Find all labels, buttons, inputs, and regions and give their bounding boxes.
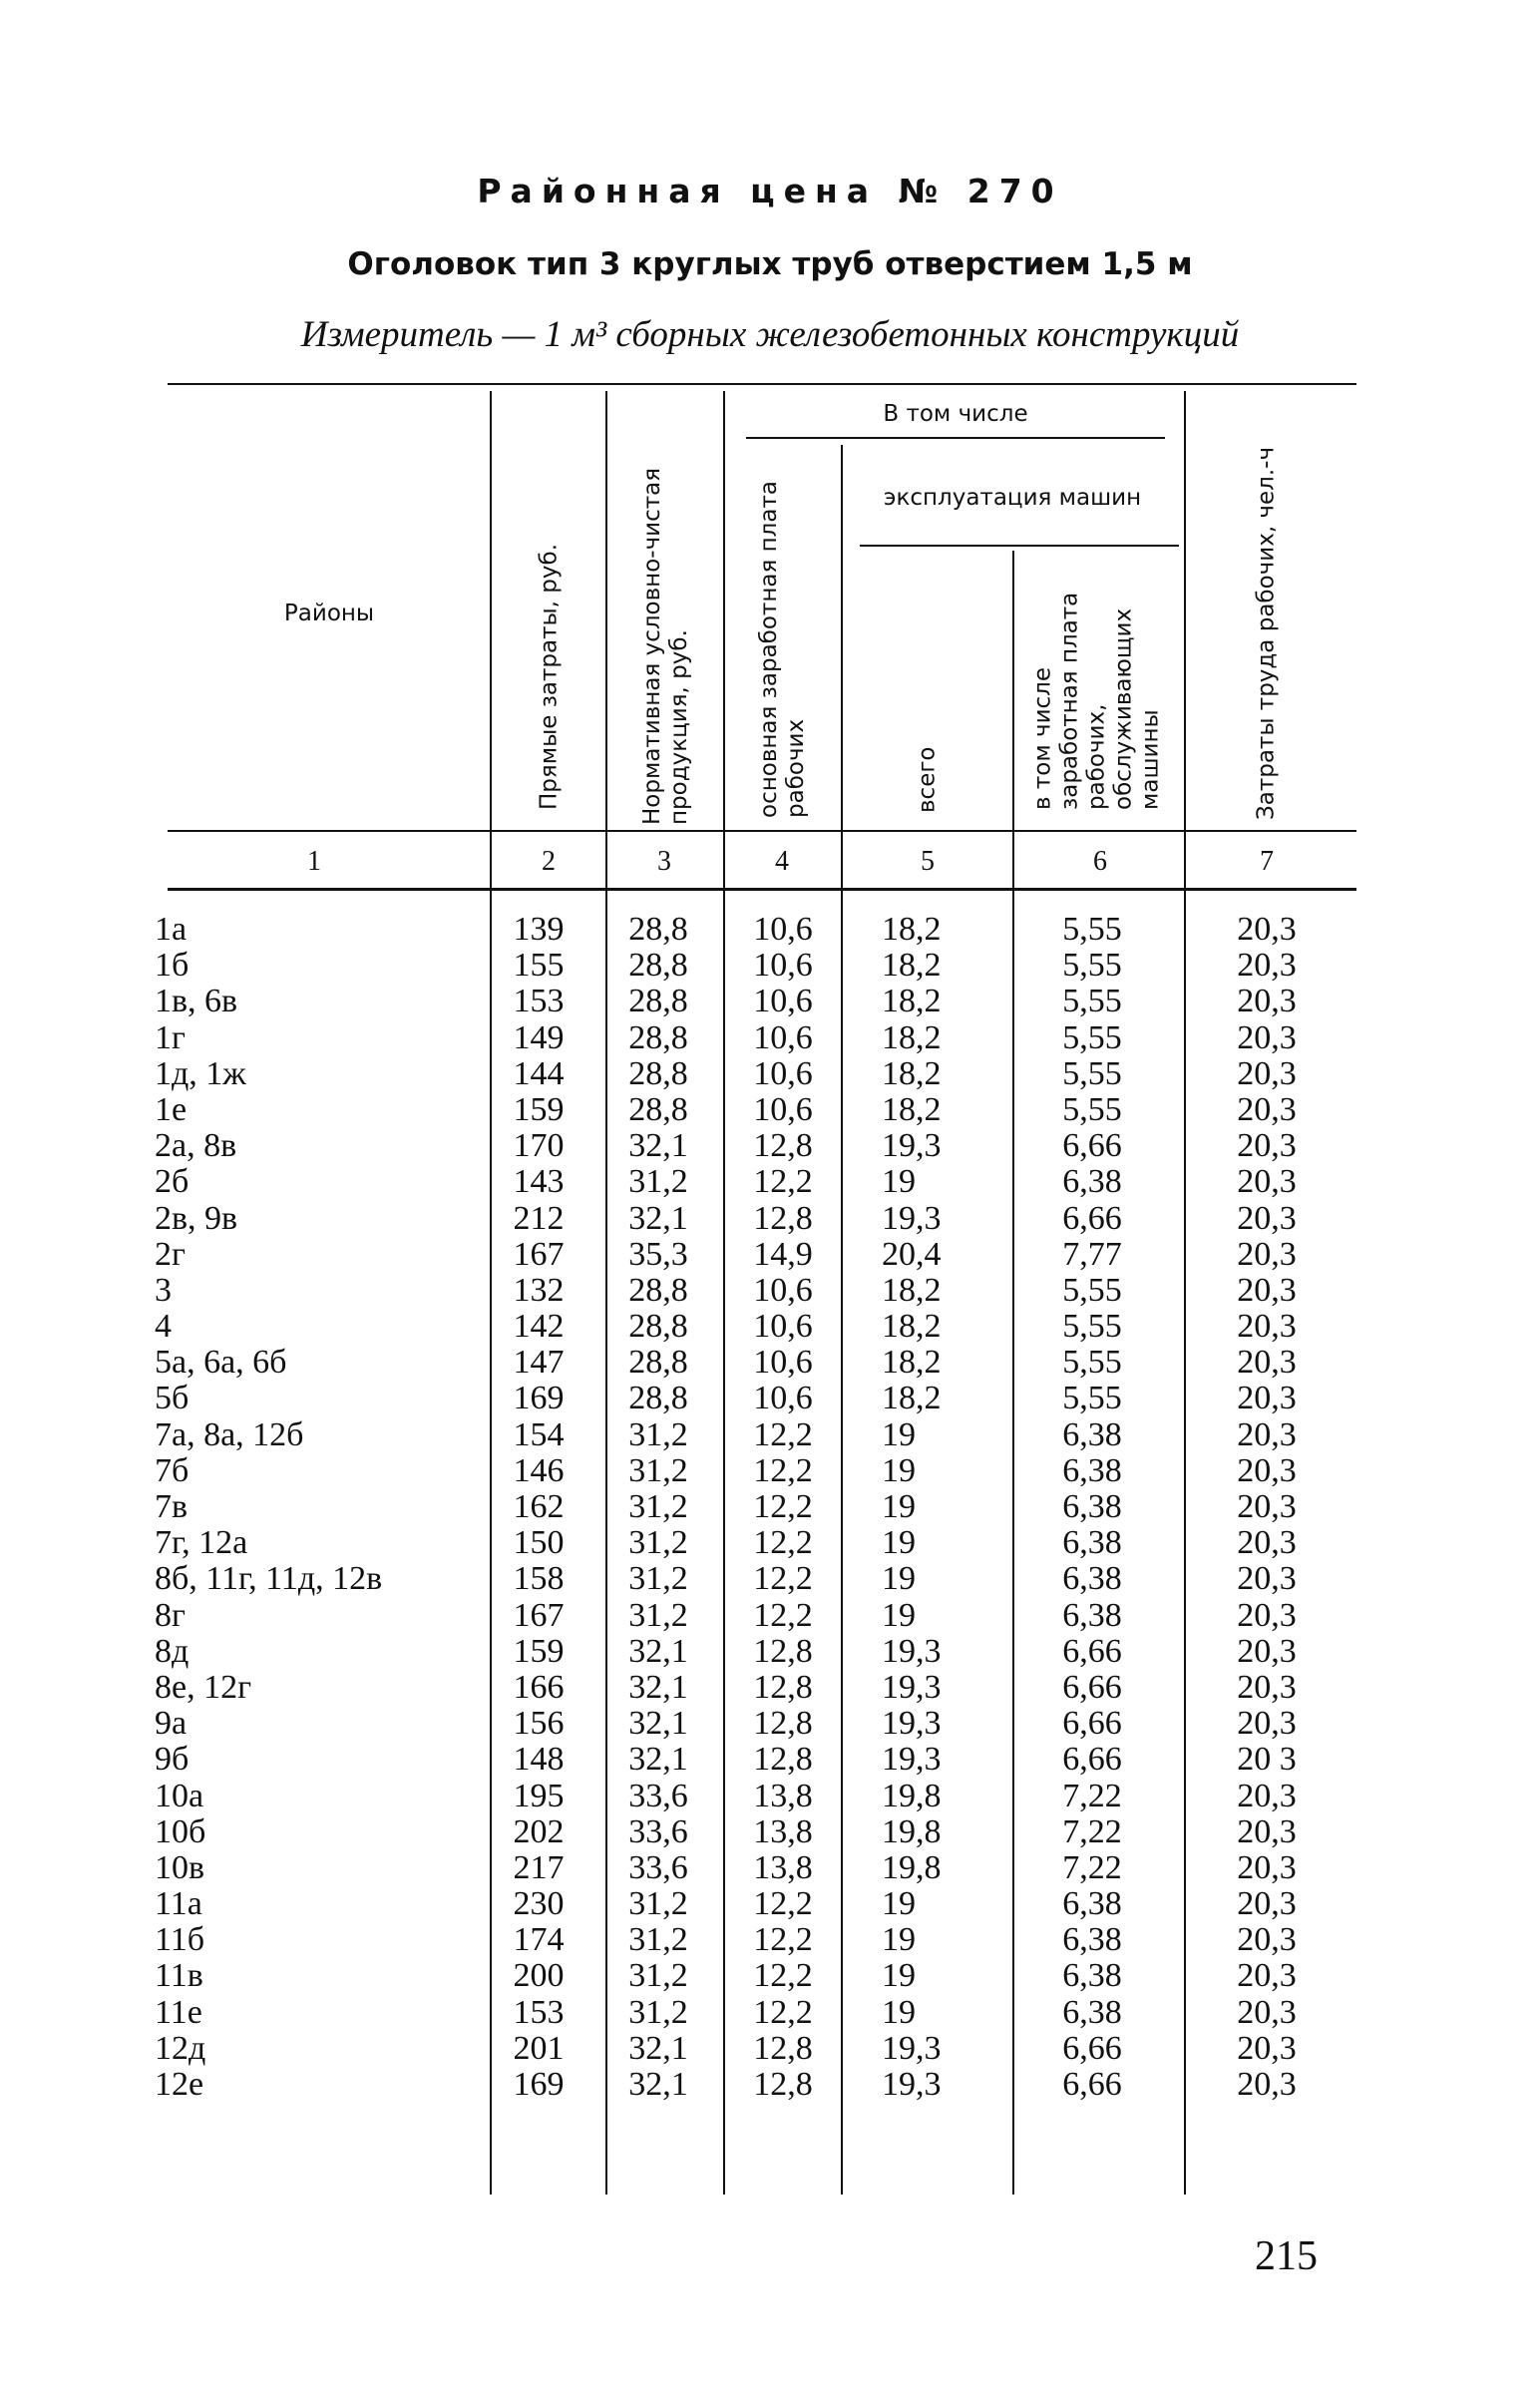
table-row bbox=[0, 2031, 1540, 2067]
cell-zatraty-truda: 20,3 bbox=[1237, 1308, 1297, 1346]
cell-rayon: 11е bbox=[155, 1993, 202, 2031]
cell-pryamye: 148 bbox=[513, 1741, 565, 1779]
cell-zarplata-mashin: 6,38 bbox=[1062, 1415, 1122, 1453]
cell-rayon: 1в, 6в bbox=[155, 983, 238, 1020]
cell-osnovnaya: 10,6 bbox=[753, 947, 813, 985]
cell-rayon: 12е bbox=[155, 2066, 204, 2103]
cell-zatraty-truda: 20,3 bbox=[1237, 1632, 1297, 1670]
col-number-2: 2 bbox=[542, 846, 556, 877]
cell-pryamye: 146 bbox=[513, 1451, 565, 1489]
cell-rayon: 10в bbox=[155, 1848, 205, 1886]
cell-pryamye: 156 bbox=[513, 1705, 565, 1743]
table-row bbox=[0, 1237, 1540, 1273]
cell-vsego: 20,4 bbox=[882, 1235, 942, 1273]
cell-zatraty-truda: 20,3 bbox=[1237, 1957, 1297, 1995]
ekspl-underline bbox=[860, 545, 1179, 547]
cell-vsego: 18,2 bbox=[882, 1380, 942, 1417]
header-normativnaya: Нормативная условно-чистая продукция, руб. bbox=[639, 467, 692, 825]
cell-normativnaya: 32,1 bbox=[628, 1668, 688, 1706]
cell-zatraty-truda: 20,3 bbox=[1237, 1848, 1297, 1886]
cell-pryamye: 167 bbox=[513, 1235, 565, 1273]
cell-normativnaya: 35,3 bbox=[628, 1235, 688, 1273]
cell-normativnaya: 31,2 bbox=[628, 1451, 688, 1489]
cell-osnovnaya: 12,8 bbox=[753, 1705, 813, 1743]
cell-vsego: 19,3 bbox=[882, 1705, 942, 1743]
cell-normativnaya: 32,1 bbox=[628, 2066, 688, 2103]
col-number-6: 6 bbox=[1093, 846, 1107, 877]
cell-osnovnaya: 12,2 bbox=[753, 1163, 813, 1201]
cell-rayon: 8д bbox=[155, 1632, 190, 1670]
cell-rayon: 8г bbox=[155, 1596, 186, 1634]
cell-zatraty-truda: 20,3 bbox=[1237, 1885, 1297, 1923]
cell-normativnaya: 31,2 bbox=[628, 1524, 688, 1562]
cell-zatraty-truda: 20,3 bbox=[1237, 1451, 1297, 1489]
table-row bbox=[0, 1345, 1540, 1381]
cell-rayon: 11в bbox=[155, 1957, 203, 1995]
cell-rayon: 12д bbox=[155, 2029, 206, 2067]
cell-osnovnaya: 12,8 bbox=[753, 1199, 813, 1237]
header-vsego: всего bbox=[914, 746, 941, 813]
table-top-rule bbox=[168, 383, 1356, 385]
cell-zatraty-truda: 20,3 bbox=[1237, 2029, 1297, 2067]
cell-zarplata-mashin: 6,66 bbox=[1062, 1705, 1122, 1743]
cell-zatraty-truda: 20,3 bbox=[1237, 1777, 1297, 1814]
cell-normativnaya: 32,1 bbox=[628, 1632, 688, 1670]
cell-rayon: 8б, 11г, 11д, 12в bbox=[155, 1560, 383, 1598]
cell-zarplata-mashin: 6,38 bbox=[1062, 1993, 1122, 2031]
cell-normativnaya: 32,1 bbox=[628, 1199, 688, 1237]
cell-zarplata-mashin: 6,66 bbox=[1062, 1741, 1122, 1779]
cell-pryamye: 162 bbox=[513, 1488, 565, 1525]
cell-pryamye: 167 bbox=[513, 1596, 565, 1634]
table-row bbox=[0, 1381, 1540, 1416]
cell-zatraty-truda: 20,3 bbox=[1237, 1560, 1297, 1598]
cell-rayon: 5а, 6а, 6б bbox=[155, 1344, 287, 1382]
cell-normativnaya: 31,2 bbox=[628, 1885, 688, 1923]
col-number-3: 3 bbox=[657, 846, 671, 877]
colnum-bottom-rule bbox=[168, 888, 1356, 891]
cell-zatraty-truda: 20,3 bbox=[1237, 1524, 1297, 1562]
table-row bbox=[0, 1417, 1540, 1453]
table-row bbox=[0, 1092, 1540, 1128]
cell-osnovnaya: 12,2 bbox=[753, 1921, 813, 1959]
cell-pryamye: 150 bbox=[513, 1524, 565, 1562]
cell-pryamye: 217 bbox=[513, 1848, 565, 1886]
table-row bbox=[0, 1453, 1540, 1489]
table-row bbox=[0, 984, 1540, 1019]
measurement-unit: Измеритель — 1 м³ сборных железобетонных конструкций bbox=[300, 314, 1240, 355]
cell-pryamye: 144 bbox=[513, 1054, 565, 1092]
table-row bbox=[0, 912, 1540, 948]
cell-rayon: 1е bbox=[155, 1090, 188, 1128]
cell-zatraty-truda: 20,3 bbox=[1237, 1668, 1297, 1706]
cell-zatraty-truda: 20,3 bbox=[1237, 1199, 1297, 1237]
table-row bbox=[0, 1814, 1540, 1850]
cell-vsego: 18,2 bbox=[882, 1090, 942, 1128]
cell-zatraty-truda: 20,3 bbox=[1237, 1018, 1297, 1056]
cell-normativnaya: 28,8 bbox=[628, 1271, 688, 1309]
table-row bbox=[0, 1561, 1540, 1597]
cell-pryamye: 153 bbox=[513, 1993, 565, 2031]
cell-osnovnaya: 12,2 bbox=[753, 1993, 813, 2031]
cell-osnovnaya: 12,8 bbox=[753, 2029, 813, 2067]
cell-rayon: 1б bbox=[155, 947, 190, 985]
cell-vsego: 18,2 bbox=[882, 947, 942, 985]
cell-zatraty-truda: 20,3 bbox=[1237, 1993, 1297, 2031]
cell-vsego: 19,8 bbox=[882, 1848, 942, 1886]
cell-normativnaya: 28,8 bbox=[628, 911, 688, 948]
cell-zatraty-truda: 20,3 bbox=[1237, 1344, 1297, 1382]
cell-normativnaya: 32,1 bbox=[628, 1741, 688, 1779]
cell-osnovnaya: 14,9 bbox=[753, 1235, 813, 1273]
cell-osnovnaya: 10,6 bbox=[753, 1308, 813, 1346]
cell-vsego: 19 bbox=[882, 1524, 916, 1562]
cell-normativnaya: 28,8 bbox=[628, 983, 688, 1020]
cell-pryamye: 159 bbox=[513, 1090, 565, 1128]
cell-vsego: 19 bbox=[882, 1957, 916, 1995]
cell-osnovnaya: 10,6 bbox=[753, 983, 813, 1020]
cell-osnovnaya: 12,8 bbox=[753, 1127, 813, 1165]
cell-pryamye: 166 bbox=[513, 1668, 565, 1706]
header-ekspluatatsiya: эксплуатация машин bbox=[883, 485, 1142, 511]
cell-normativnaya: 28,8 bbox=[628, 1344, 688, 1382]
header-v-tom-chisle-zarplata: в том числе заработная плата рабочих, обслуживающих машины bbox=[1029, 592, 1164, 810]
table-row bbox=[0, 1489, 1540, 1525]
cell-zarplata-mashin: 5,55 bbox=[1062, 911, 1122, 948]
table-row bbox=[0, 1525, 1540, 1561]
vtom-underline bbox=[746, 437, 1165, 439]
cell-normativnaya: 31,2 bbox=[628, 1415, 688, 1453]
cell-osnovnaya: 12,2 bbox=[753, 1451, 813, 1489]
cell-zarplata-mashin: 6,38 bbox=[1062, 1524, 1122, 1562]
cell-normativnaya: 28,8 bbox=[628, 1054, 688, 1092]
cell-osnovnaya: 12,2 bbox=[753, 1885, 813, 1923]
table-row bbox=[0, 1020, 1540, 1056]
cell-normativnaya: 28,8 bbox=[628, 1090, 688, 1128]
cell-zarplata-mashin: 5,55 bbox=[1062, 1308, 1122, 1346]
cell-pryamye: 230 bbox=[513, 1885, 565, 1923]
header-osnovnaya: основная заработная плата рабочих bbox=[756, 481, 809, 818]
cell-normativnaya: 32,1 bbox=[628, 1705, 688, 1743]
cell-zatraty-truda: 20,3 bbox=[1237, 1921, 1297, 1959]
header-zatraty-truda: Затраты труда рабочих, чел.-ч bbox=[1253, 446, 1280, 820]
cell-pryamye: 212 bbox=[513, 1199, 565, 1237]
cell-zatraty-truda: 20,3 bbox=[1237, 1271, 1297, 1309]
cell-zarplata-mashin: 6,38 bbox=[1062, 1596, 1122, 1634]
cell-normativnaya: 33,6 bbox=[628, 1777, 688, 1814]
cell-rayon: 2а, 8в bbox=[155, 1127, 237, 1165]
page-number: 215 bbox=[1255, 2233, 1318, 2279]
table-row bbox=[0, 948, 1540, 984]
cell-zarplata-mashin: 5,55 bbox=[1062, 1054, 1122, 1092]
cell-pryamye: 149 bbox=[513, 1018, 565, 1056]
table-row bbox=[0, 1598, 1540, 1634]
cell-zatraty-truda: 20,3 bbox=[1237, 1596, 1297, 1634]
cell-pryamye: 200 bbox=[513, 1957, 565, 1995]
cell-zatraty-truda: 20,3 bbox=[1237, 1488, 1297, 1525]
cell-vsego: 19,8 bbox=[882, 1812, 942, 1850]
cell-osnovnaya: 12,2 bbox=[753, 1560, 813, 1598]
cell-zarplata-mashin: 6,38 bbox=[1062, 1957, 1122, 1995]
cell-vsego: 19 bbox=[882, 1596, 916, 1634]
cell-rayon: 11а bbox=[155, 1885, 202, 1923]
cell-vsego: 18,2 bbox=[882, 1054, 942, 1092]
cell-pryamye: 153 bbox=[513, 983, 565, 1020]
cell-zatraty-truda: 20,3 bbox=[1237, 1415, 1297, 1453]
table-row bbox=[0, 1958, 1540, 1994]
page-title: Районная цена № 270 bbox=[477, 172, 1063, 210]
cell-normativnaya: 31,2 bbox=[628, 1163, 688, 1201]
cell-osnovnaya: 10,6 bbox=[753, 1344, 813, 1382]
cell-zarplata-mashin: 6,66 bbox=[1062, 1668, 1122, 1706]
table-row bbox=[0, 1309, 1540, 1345]
cell-osnovnaya: 12,2 bbox=[753, 1957, 813, 1995]
cell-zatraty-truda: 20,3 bbox=[1237, 947, 1297, 985]
cell-pryamye: 159 bbox=[513, 1632, 565, 1670]
cell-zarplata-mashin: 6,38 bbox=[1062, 1885, 1122, 1923]
cell-normativnaya: 31,2 bbox=[628, 1596, 688, 1634]
cell-rayon: 3 bbox=[155, 1271, 172, 1309]
cell-osnovnaya: 10,6 bbox=[753, 1018, 813, 1056]
cell-rayon: 2б bbox=[155, 1163, 190, 1201]
cell-normativnaya: 31,2 bbox=[628, 1921, 688, 1959]
cell-normativnaya: 31,2 bbox=[628, 1993, 688, 2031]
table-row bbox=[0, 1201, 1540, 1237]
cell-normativnaya: 32,1 bbox=[628, 1127, 688, 1165]
cell-normativnaya: 28,8 bbox=[628, 1308, 688, 1346]
cell-rayon: 7в bbox=[155, 1488, 189, 1525]
table-row bbox=[0, 1886, 1540, 1922]
cell-zarplata-mashin: 5,55 bbox=[1062, 983, 1122, 1020]
cell-rayon: 7б bbox=[155, 1451, 190, 1489]
cell-zarplata-mashin: 7,77 bbox=[1062, 1235, 1122, 1273]
cell-vsego: 19 bbox=[882, 1415, 916, 1453]
cell-rayon: 8е, 12г bbox=[155, 1668, 252, 1706]
cell-zarplata-mashin: 5,55 bbox=[1062, 1344, 1122, 1382]
cell-pryamye: 202 bbox=[513, 1812, 565, 1850]
cell-zarplata-mashin: 7,22 bbox=[1062, 1848, 1122, 1886]
cell-vsego: 19 bbox=[882, 1560, 916, 1598]
table-row bbox=[0, 1056, 1540, 1092]
cell-pryamye: 174 bbox=[513, 1921, 565, 1959]
cell-osnovnaya: 13,8 bbox=[753, 1812, 813, 1850]
cell-zatraty-truda: 20,3 bbox=[1237, 1054, 1297, 1092]
cell-zarplata-mashin: 6,66 bbox=[1062, 2066, 1122, 2103]
cell-osnovnaya: 10,6 bbox=[753, 911, 813, 948]
cell-pryamye: 132 bbox=[513, 1271, 565, 1309]
table-row bbox=[0, 1922, 1540, 1958]
cell-pryamye: 154 bbox=[513, 1415, 565, 1453]
cell-pryamye: 169 bbox=[513, 2066, 565, 2103]
cell-vsego: 19 bbox=[882, 1885, 916, 1923]
table-row bbox=[0, 1670, 1540, 1706]
cell-rayon: 2г bbox=[155, 1235, 186, 1273]
cell-osnovnaya: 10,6 bbox=[753, 1380, 813, 1417]
table-row bbox=[0, 1706, 1540, 1742]
cell-normativnaya: 31,2 bbox=[628, 1560, 688, 1598]
cell-rayon: 10б bbox=[155, 1812, 206, 1850]
cell-zarplata-mashin: 6,66 bbox=[1062, 1199, 1122, 1237]
cell-pryamye: 169 bbox=[513, 1380, 565, 1417]
table-row bbox=[0, 1128, 1540, 1164]
table-subtitle: Оголовок тип 3 круглых труб отверстием 1,5 м bbox=[347, 246, 1193, 282]
cell-osnovnaya: 12,8 bbox=[753, 2066, 813, 2103]
cell-zarplata-mashin: 7,22 bbox=[1062, 1777, 1122, 1814]
table-row bbox=[0, 2067, 1540, 2103]
cell-zarplata-mashin: 6,38 bbox=[1062, 1451, 1122, 1489]
cell-zatraty-truda: 20,3 bbox=[1237, 1380, 1297, 1417]
cell-zarplata-mashin: 5,55 bbox=[1062, 1380, 1122, 1417]
cell-vsego: 19,3 bbox=[882, 2066, 942, 2103]
cell-rayon: 1г bbox=[155, 1018, 186, 1056]
cell-zarplata-mashin: 6,38 bbox=[1062, 1560, 1122, 1598]
cell-pryamye: 139 bbox=[513, 911, 565, 948]
cell-osnovnaya: 12,8 bbox=[753, 1741, 813, 1779]
cell-zatraty-truda: 20,3 bbox=[1237, 1705, 1297, 1743]
cell-osnovnaya: 12,2 bbox=[753, 1488, 813, 1525]
cell-rayon: 9б bbox=[155, 1741, 190, 1779]
col-number-4: 4 bbox=[775, 846, 789, 877]
cell-pryamye: 170 bbox=[513, 1127, 565, 1165]
header-rayony: Районы bbox=[283, 600, 375, 626]
cell-vsego: 18,2 bbox=[882, 911, 942, 948]
cell-rayon: 1д, 1ж bbox=[155, 1054, 246, 1092]
cell-rayon: 11б bbox=[155, 1921, 205, 1959]
cell-zarplata-mashin: 6,66 bbox=[1062, 2029, 1122, 2067]
cell-vsego: 19 bbox=[882, 1488, 916, 1525]
cell-zarplata-mashin: 6,38 bbox=[1062, 1163, 1122, 1201]
cell-zarplata-mashin: 6,66 bbox=[1062, 1127, 1122, 1165]
table-row bbox=[0, 1634, 1540, 1670]
cell-normativnaya: 28,8 bbox=[628, 947, 688, 985]
header-v-tom-chisle: В том числе bbox=[883, 401, 1028, 427]
cell-vsego: 19,3 bbox=[882, 1741, 942, 1779]
cell-zatraty-truda: 20 3 bbox=[1237, 1741, 1297, 1779]
cell-normativnaya: 32,1 bbox=[628, 2029, 688, 2067]
cell-normativnaya: 28,8 bbox=[628, 1380, 688, 1417]
cell-rayon: 7а, 8а, 12б bbox=[155, 1415, 304, 1453]
cell-normativnaya: 31,2 bbox=[628, 1488, 688, 1525]
cell-zarplata-mashin: 7,22 bbox=[1062, 1812, 1122, 1850]
cell-vsego: 19,3 bbox=[882, 1668, 942, 1706]
cell-vsego: 18,2 bbox=[882, 1271, 942, 1309]
cell-pryamye: 195 bbox=[513, 1777, 565, 1814]
cell-pryamye: 142 bbox=[513, 1308, 565, 1346]
cell-osnovnaya: 12,2 bbox=[753, 1524, 813, 1562]
cell-zarplata-mashin: 5,55 bbox=[1062, 947, 1122, 985]
table-row bbox=[0, 1164, 1540, 1200]
cell-vsego: 19,3 bbox=[882, 2029, 942, 2067]
cell-osnovnaya: 10,6 bbox=[753, 1271, 813, 1309]
cell-rayon: 9а bbox=[155, 1705, 188, 1743]
cell-vsego: 19,3 bbox=[882, 1127, 942, 1165]
col-number-1: 1 bbox=[307, 846, 321, 877]
cell-vsego: 19,8 bbox=[882, 1777, 942, 1814]
cell-vsego: 18,2 bbox=[882, 1308, 942, 1346]
cell-normativnaya: 33,6 bbox=[628, 1848, 688, 1886]
cell-normativnaya: 31,2 bbox=[628, 1957, 688, 1995]
cell-zatraty-truda: 20,3 bbox=[1237, 1090, 1297, 1128]
cell-vsego: 19,3 bbox=[882, 1199, 942, 1237]
cell-vsego: 19 bbox=[882, 1993, 916, 2031]
cell-pryamye: 147 bbox=[513, 1344, 565, 1382]
cell-zarplata-mashin: 5,55 bbox=[1062, 1090, 1122, 1128]
cell-zarplata-mashin: 5,55 bbox=[1062, 1271, 1122, 1309]
cell-vsego: 19,3 bbox=[882, 1632, 942, 1670]
cell-pryamye: 158 bbox=[513, 1560, 565, 1598]
cell-rayon: 2в, 9в bbox=[155, 1199, 238, 1237]
cell-vsego: 18,2 bbox=[882, 983, 942, 1020]
cell-osnovnaya: 12,8 bbox=[753, 1668, 813, 1706]
cell-rayon: 5б bbox=[155, 1380, 190, 1417]
cell-normativnaya: 28,8 bbox=[628, 1018, 688, 1056]
cell-zatraty-truda: 20,3 bbox=[1237, 2066, 1297, 2103]
cell-zatraty-truda: 20,3 bbox=[1237, 1163, 1297, 1201]
table-row bbox=[0, 1742, 1540, 1778]
cell-osnovnaya: 12,8 bbox=[753, 1632, 813, 1670]
cell-normativnaya: 33,6 bbox=[628, 1812, 688, 1850]
cell-rayon: 10а bbox=[155, 1777, 204, 1814]
cell-zarplata-mashin: 5,55 bbox=[1062, 1018, 1122, 1056]
cell-zatraty-truda: 20,3 bbox=[1237, 1127, 1297, 1165]
cell-osnovnaya: 13,8 bbox=[753, 1777, 813, 1814]
cell-rayon: 1а bbox=[155, 911, 188, 948]
cell-pryamye: 201 bbox=[513, 2029, 565, 2067]
cell-osnovnaya: 10,6 bbox=[753, 1054, 813, 1092]
table-row bbox=[0, 1273, 1540, 1309]
cell-zarplata-mashin: 6,66 bbox=[1062, 1632, 1122, 1670]
cell-rayon: 7г, 12а bbox=[155, 1524, 248, 1562]
cell-vsego: 19 bbox=[882, 1163, 916, 1201]
table-body bbox=[0, 912, 1540, 2103]
col-number-5: 5 bbox=[921, 846, 935, 877]
cell-zarplata-mashin: 6,38 bbox=[1062, 1488, 1122, 1525]
col-number-7: 7 bbox=[1260, 846, 1274, 877]
cell-osnovnaya: 13,8 bbox=[753, 1848, 813, 1886]
cell-pryamye: 155 bbox=[513, 947, 565, 985]
cell-vsego: 19 bbox=[882, 1451, 916, 1489]
cell-osnovnaya: 12,2 bbox=[753, 1596, 813, 1634]
table-row bbox=[0, 1779, 1540, 1814]
cell-osnovnaya: 10,6 bbox=[753, 1090, 813, 1128]
cell-vsego: 18,2 bbox=[882, 1344, 942, 1382]
table-row bbox=[0, 1850, 1540, 1886]
cell-osnovnaya: 12,2 bbox=[753, 1415, 813, 1453]
cell-zarplata-mashin: 6,38 bbox=[1062, 1921, 1122, 1959]
cell-zatraty-truda: 20,3 bbox=[1237, 911, 1297, 948]
cell-vsego: 18,2 bbox=[882, 1018, 942, 1056]
table-row bbox=[0, 1995, 1540, 2031]
cell-pryamye: 143 bbox=[513, 1163, 565, 1201]
cell-zatraty-truda: 20,3 bbox=[1237, 1812, 1297, 1850]
cell-vsego: 19 bbox=[882, 1921, 916, 1959]
header-bottom-rule bbox=[168, 830, 1356, 832]
header-pryamye: Прямые затраты, руб. bbox=[536, 543, 563, 810]
cell-rayon: 4 bbox=[155, 1308, 172, 1346]
cell-zatraty-truda: 20,3 bbox=[1237, 983, 1297, 1020]
cell-zatraty-truda: 20,3 bbox=[1237, 1235, 1297, 1273]
